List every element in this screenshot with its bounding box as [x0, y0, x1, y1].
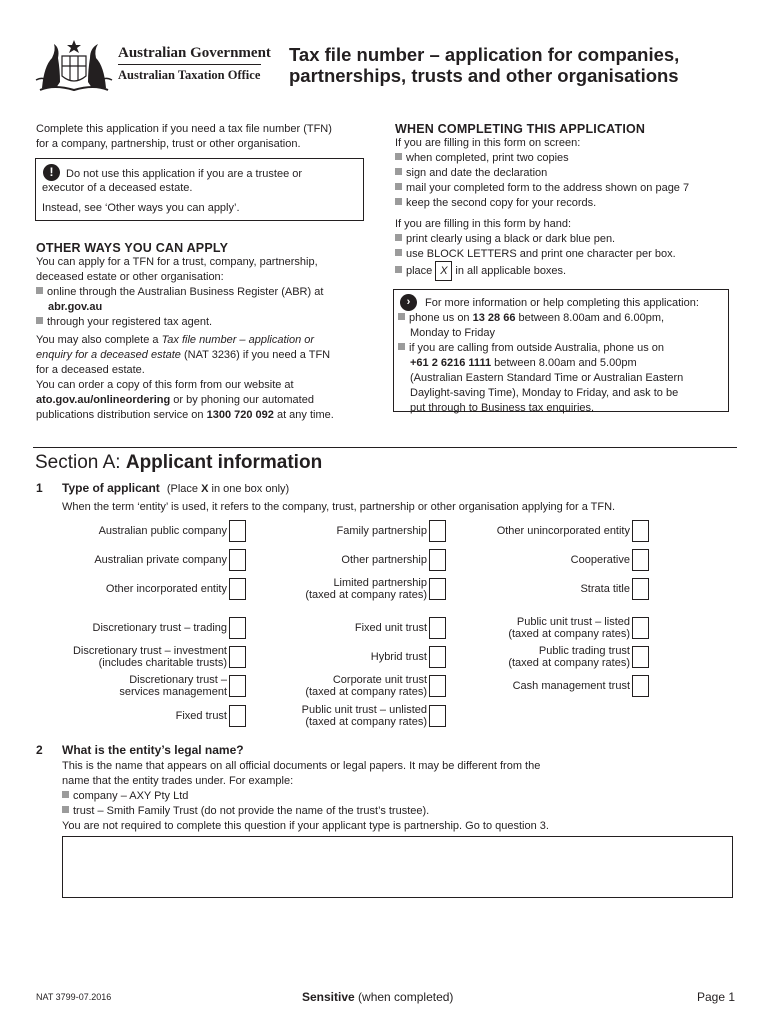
applicant-type-checkbox[interactable] — [632, 549, 649, 571]
list-item: trust – Smith Family Trust (do not provide the name of the trust’s trustee). — [62, 804, 549, 819]
form-code: NAT 3799-07.2016 — [36, 992, 112, 1002]
place-x-instruction: place X in all applicable boxes. — [395, 261, 566, 281]
applicant-type-label: Fixed unit trust — [354, 622, 427, 634]
entity-legal-name-input[interactable] — [62, 836, 733, 898]
applicant-type-label: Fixed trust — [175, 710, 227, 722]
q2-text: This is the name that appears on all official documents or legal papers. It may be different from the name that the entity trades under. For example: company – AXY Pty Ltd trust – Smith Family Trust (do not provide the name of the trust’s trustee). You are not required to complete this question if your applicant type is partnership. Go to question 3. — [62, 760, 549, 832]
applicant-type-label: Discretionary trust – investment (includes charitable trusts) — [72, 645, 227, 669]
applicant-type-label: Corporate unit trust (taxed at company rates) — [305, 674, 427, 698]
applicant-type-label: Cash management trust — [512, 680, 630, 692]
section-a-title: Section A: Applicant information — [35, 452, 323, 473]
section-divider — [33, 447, 737, 448]
q1-note: When the term ‘entity’ is used, it refers to the company, trust, partnership or other organisation applying for a TFN. — [62, 501, 616, 513]
list-item: sign and date the declaration — [395, 166, 689, 181]
page-title: Tax file number – application for companies, partnerships, trusts and other organisations — [289, 44, 680, 86]
applicant-type-label: Australian private company — [94, 554, 227, 566]
warning-line3: Instead, see ‘Other ways you can apply’. — [42, 202, 240, 214]
gov-line2: Australian Taxation Office — [118, 68, 261, 82]
applicant-type-label: Other partnership — [341, 554, 427, 566]
order-copy-text: You can order a copy of this form from our website at ato.gov.au/onlineordering or by phoning our automated publications distribution service on 1300 720 092 at any time. — [36, 379, 334, 421]
applicant-type-label: Cooperative — [570, 554, 630, 566]
warning-line2: executor of a deceased estate. — [42, 182, 193, 194]
q2-number: 2 — [36, 743, 43, 757]
applicant-type-label: Discretionary trust – trading — [92, 622, 227, 634]
applicant-type-label: Family partnership — [336, 525, 427, 537]
more-info-intro: For more information or help completing this application: — [425, 297, 699, 309]
applicant-type-checkbox[interactable] — [632, 520, 649, 542]
q1-label: Type of applicant (Place X in one box only) — [62, 481, 290, 495]
coat-of-arms-logo — [34, 36, 114, 98]
list-item: when completed, print two copies — [395, 151, 689, 166]
applicant-type-label: Australian public company — [98, 525, 227, 537]
warning-line1: Do not use this application if you are a trustee or — [66, 168, 303, 180]
hand-instructions: If you are filling in this form by hand: print clearly using a black or dark blue pen. use BLOCK LETTERS and print one character per box. — [395, 218, 676, 260]
q1-number: 1 — [36, 481, 43, 495]
gov-divider — [118, 64, 261, 65]
exclamation-icon: ! — [43, 164, 60, 181]
sample-x-box: X — [435, 261, 452, 281]
list-item: mail your completed form to the address shown on page 7 — [395, 181, 689, 196]
other-ways-heading: OTHER WAYS YOU CAN APPLY — [36, 241, 229, 255]
other-ways-text: You can apply for a TFN for a trust, company, partnership, deceased estate or other organisation: online through the Australian Business Register (ABR) at abr.gov.au through your registered tax agent. — [36, 256, 324, 328]
list-item: online through the Australian Business Register (ABR) at — [36, 285, 323, 300]
gov-line1: Australian Government — [118, 45, 271, 61]
online-ordering-link[interactable]: ato.gov.au/onlineordering — [36, 394, 171, 406]
abr-link[interactable]: abr.gov.au — [48, 301, 103, 313]
applicant-type-label: Other unincorporated entity — [496, 525, 630, 537]
chevron-right-icon: › — [400, 294, 417, 311]
applicant-type-checkbox[interactable] — [429, 705, 446, 727]
applicant-type-label: Public unit trust – unlisted (taxed at company rates) — [301, 704, 427, 728]
list-item: print clearly using a black or dark blue pen. — [395, 232, 676, 247]
page-number: Page 1 — [697, 990, 736, 1004]
deceased-estate-text: You may also complete a Tax file number – application or enquiry for a deceased estate (NAT 3236) if you need a TFN for a deceased estate. — [36, 334, 331, 376]
applicant-type-label: Hybrid trust — [370, 651, 427, 663]
q2-label: What is the entity’s legal name? — [62, 743, 244, 757]
applicant-type-label: Other incorporated entity — [105, 583, 227, 595]
applicant-type-checkbox[interactable] — [632, 578, 649, 600]
applicant-type-label: Discretionary trust – services management — [119, 674, 227, 698]
applicant-type-label: Public trading trust (taxed at company rates) — [508, 645, 630, 669]
applicant-type-label: Limited partnership (taxed at company rates) — [305, 577, 427, 601]
list-item: if you are calling from outside Australia, phone us on — [398, 341, 683, 356]
applicant-type-checkbox[interactable] — [632, 617, 649, 639]
applicant-type-label: Strata title — [580, 583, 630, 595]
when-completing-heading: WHEN COMPLETING THIS APPLICATION — [395, 122, 646, 136]
list-item: company – AXY Pty Ltd — [62, 789, 549, 804]
list-item: keep the second copy for your records. — [395, 196, 689, 211]
sensitive-label: Sensitive (when completed) — [302, 990, 454, 1004]
applicant-type-label: Public unit trust – listed (taxed at company rates) — [508, 616, 630, 640]
more-info-contacts: phone us on 13 28 66 between 8.00am and 6.00pm, Monday to Friday if you are calling from outside Australia, phone us on +61 2 6216 1111 between 8.00am and 5.00pm (Australian Eastern Standard Time or Australian Eastern Daylight-saving Time), Monday to Friday, and ask to be put through to Business tax enquiries. — [398, 311, 683, 416]
applicant-type-checkbox[interactable] — [632, 646, 649, 668]
screen-instructions: If you are filling in this form on screen: when completed, print two copies sign and date the declaration mail your completed form to the address shown on page 7 keep the second copy for your records. — [395, 137, 690, 209]
applicant-type-checkbox[interactable] — [632, 675, 649, 697]
list-item: through your registered tax agent. — [36, 315, 323, 330]
list-item: phone us on 13 28 66 between 8.00am and 6.00pm, — [398, 311, 683, 326]
intro-text: Complete this application if you need a tax file number (TFN) for a company, partnership, trust or other organisation. — [36, 123, 332, 150]
list-item: use BLOCK LETTERS and print one character per box. — [395, 247, 676, 262]
